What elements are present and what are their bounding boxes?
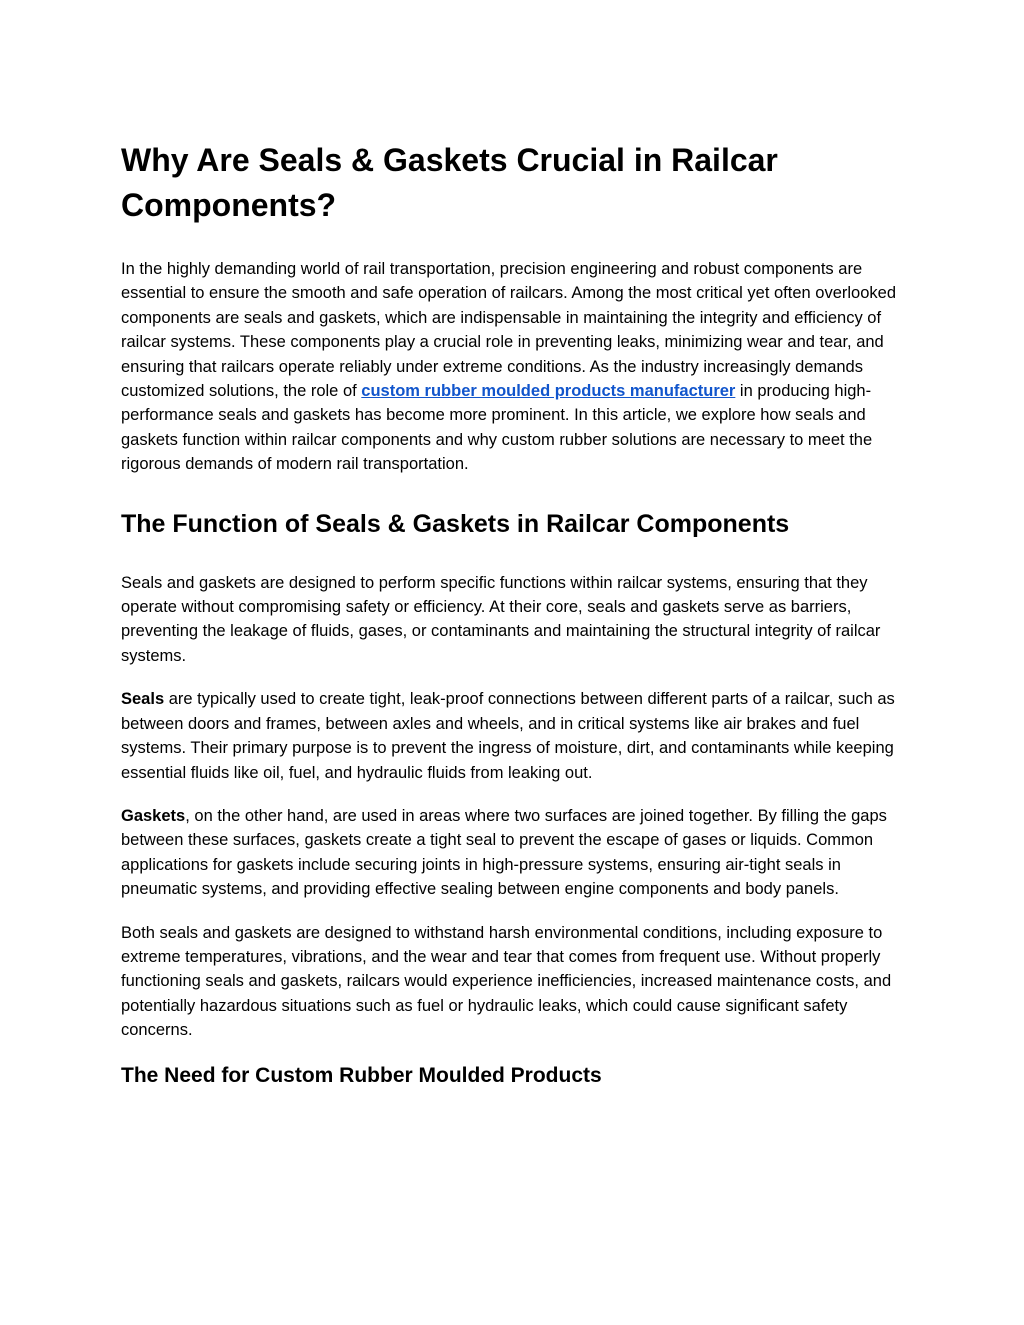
function-paragraph: Seals and gaskets are designed to perform specific functions within railcar systems, ensuring that they operate without compromising safety or efficiency. At their core, seals and gaskets serve as barriers, preventing the leakage of fluids, gases, or contaminants and maintaining the structural integrity of railcar systems. bbox=[121, 573, 881, 665]
seals-description: are typically used to create tight, leak-proof connections between different parts of a railcar, such as between doors and frames, between axles and wheels, and in critical systems like air brakes and fuel systems. Their primary purpose is to prevent the ingress of moisture, dirt, and contaminants while keeping essential fluids like oil, fuel, and hydraulic fluids from leaking out. bbox=[121, 690, 895, 782]
intro-paragraph bbox=[121, 257, 911, 477]
gaskets-paragraph bbox=[121, 804, 911, 902]
manufacturer-link[interactable]: custom rubber moulded products manufacturer bbox=[361, 382, 736, 401]
article-title: Why Are Seals & Gaskets Crucial in Railcar Components? bbox=[121, 142, 778, 223]
section-heading-need: The Need for Custom Rubber Moulded Products bbox=[121, 1063, 602, 1087]
document-page bbox=[121, 138, 911, 1090]
section-heading-function: The Function of Seals & Gaskets in Railcar Components bbox=[121, 509, 790, 538]
gaskets-term: Gaskets bbox=[121, 806, 186, 825]
gaskets-description: , on the other hand, are used in areas where two surfaces are joined together. By filling the gaps between these surfaces, gaskets create a tight seal to prevent the escape of gases or liquids. Common applications for gaskets include securing joints in high-pressure systems, ensuring air-tight seals in pneumatic systems, and providing effective sealing between engine components and body panels. bbox=[121, 806, 887, 899]
intro-text-after-link: in producing high-performance seals and gaskets has become more prominent. In this article, we explore how seals and gaskets function within railcar components and why custom rubber solutions are necessary to meet the rigorous demands of modern rail transportation. bbox=[121, 382, 873, 474]
intro-text-before-link: In the highly demanding world of rail transportation, precision engineering and robust components are essential to ensure the smooth and safe operation of railcars. Among the most critical yet often overlooked components are seals and gaskets, which are indispensable in maintaining the integrity and efficiency of railcar systems. These components play a crucial role in preventing leaks, minimizing wear and tear, and ensuring that railcars operate reliably under extreme conditions. As the industry increasingly demands customized solutions, the role of bbox=[121, 260, 897, 401]
seals-term: Seals bbox=[121, 690, 165, 709]
seals-paragraph bbox=[121, 687, 911, 785]
conditions-paragraph: Both seals and gaskets are designed to withstand harsh environmental conditions, including exposure to extreme temperatures, vibrations, and the wear and tear that comes from frequent use. Without properly functioning seals and gaskets, railcars would experience inefficiencies, increased maintenance costs, and potentially hazardous situations such as fuel or hydraulic leaks, which could cause significant safety concerns. bbox=[121, 923, 892, 1040]
